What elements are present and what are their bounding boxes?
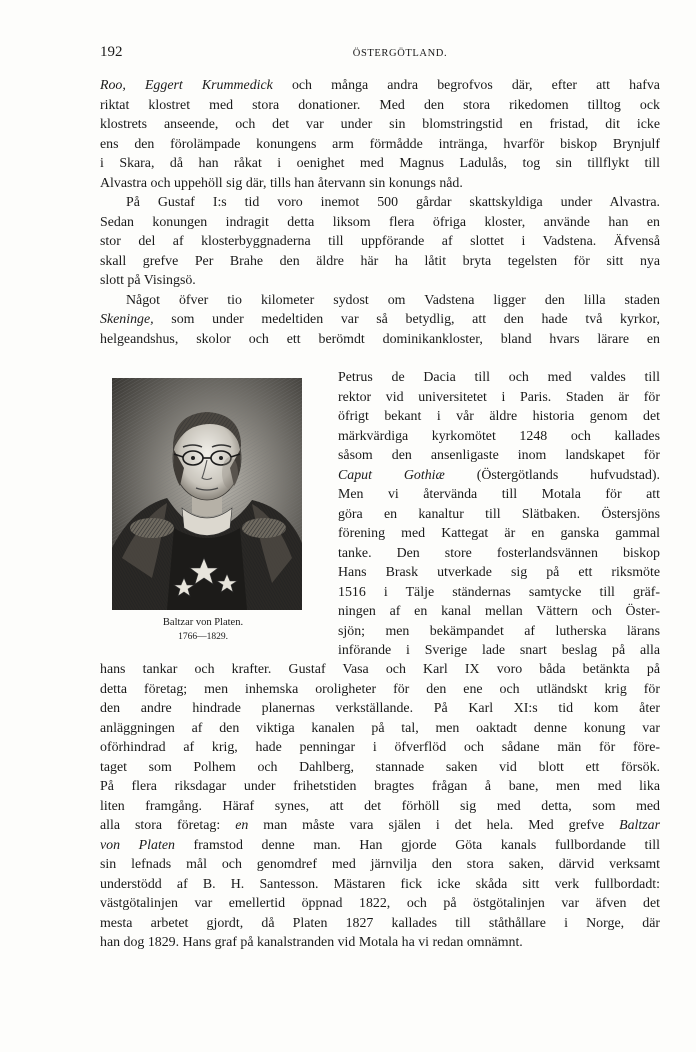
text-line [100,252,660,272]
text-run: västgötalinjen var emellertid öppnad 1822, och på östgötalinjen var äfven det [100,896,660,911]
text-run: oförhindrad af krig, hade penningar i öfverflöd och sådane män för före- [100,740,660,755]
text-run: och många andra begrofvos där, efter att hafva [272,78,660,93]
text-run: i Skara, då han råkat i oenighet med Magnus Ladulås, tog sin tillflykt till [100,156,660,171]
text-run: rektor vid universitetet i Paris. Staden är för [338,389,660,405]
text-line [100,330,660,350]
text-run: Sedan konungen indragit detta liksom flera öfriga kloster, använde han en [100,214,660,230]
text-line [100,193,660,213]
text-run: öfrigt bekant i vår äldre historia genom det [338,409,660,424]
italic-text: von Platen [100,837,175,853]
text-line [338,485,660,505]
text-run: hans tankar och krafter. Gustaf Vasa och Karl IX voro båda betänkta på [100,662,660,677]
text-line [100,310,660,330]
text-run: införande i Sverige lade snart beslag på alla [338,643,660,658]
text-run: göra en kanaltur till Slätbaken. Östersjöns [338,506,660,522]
text-line [100,291,660,311]
text-line [100,699,660,719]
text-line [100,933,660,953]
page-number: 192 [100,44,123,60]
text-run: han dog 1829. Hans graf på kanalstranden vid Motala ha vi redan omnämnt. [100,935,523,950]
text-line [100,894,660,914]
text-line [100,797,660,817]
text-run: ens den förolämpade konungens arm förmådde inträngа, hvarför biskop Brynjulf [100,136,660,152]
text-line [100,660,660,680]
text-run: (Östergötlands hufvudstad). [444,467,660,483]
text-line [100,232,660,252]
text-line [100,76,660,96]
text-line [100,680,660,700]
text-run: liten framgång. Häraf synes, att det förhöll sig med detta, som med [100,798,660,814]
text-run: man måste vara själen i det hela. Med grefve [248,818,620,833]
page-header [100,44,660,64]
text-run: framstod denne man. Han gjorde Göta kanals fullbordande till [174,837,660,853]
text-run: som under medeltiden var så betydlig, att den hade två kyrkor, [153,312,660,327]
text-line [100,836,660,856]
text-run: tanke. Den store fosterlandsvännen biskop [338,545,660,561]
paragraph-gustaf-vasa [100,193,660,291]
text-run: mesta arbetet gjordt, då Platen 1827 kallades till ståthållare i Norge, där [100,915,660,931]
text-line [100,816,660,836]
text-line [338,466,660,486]
text-line [100,914,660,934]
paragraph-alvastra-donations [100,76,660,193]
text-run: taget som Polhem och Dahlberg, stannade saken vid blott ett försök. [100,759,660,775]
text-run: Alvastra och uppehöll sig där, tills han återvann sin konungs nåd. [100,175,463,191]
italic-text: en [235,818,249,833]
text-line [100,875,660,895]
text-run: ningen af en kanal mellan Vättern och Öster- [338,604,660,619]
paragraph-skeninge [100,291,660,350]
text-line [100,855,660,875]
text-run: Hans Brask utverkade sig på ett riksmöte [338,565,660,580]
text-line [338,505,660,525]
text-line [100,271,660,291]
text-run: skall grefve Per Brahe den äldre här ha låtit bryta tegelsten för sitt nya [100,253,660,269]
text-run: förening med Kattegat är en ganska gammal [338,526,660,541]
text-run: sin lefnads mål och genomdref med järnvilja den stora saken, därvid verksamt [100,857,660,872]
text-run: stor del af klosterbyggnaderna till uppförande af slottet i Vadstena. Äfvenså [100,234,660,249]
top-paragraphs [100,76,660,349]
text-line [100,174,660,194]
text-run: understödd af B. H. Santesson. Mästaren fick icke skåda sitt verk fullbordadt: [100,876,660,892]
text-run: sjön; men bekämpandet af lutherska lärans [338,623,660,639]
text-run: Petrus de Dacia till och med valdes till [338,370,660,385]
text-run: 1516 i Tälje ständernas samtycke till gräf- [338,584,660,600]
text-run: slott på Visingsö. [100,273,196,288]
text-line [338,388,660,408]
running-head: ÖSTERGÖTLAND. [352,48,448,59]
text-line [338,641,660,661]
caption-name: Baltzar von Platen. [162,617,244,628]
portrait-engraving [112,378,302,610]
portrait-caption [112,616,308,644]
caption-years: 1766—1829. [178,632,228,642]
text-run: alla stora företag: [100,818,236,833]
text-line [100,758,660,778]
text-line [100,738,660,758]
text-line [338,563,660,583]
portrait-figure [112,378,308,644]
text-run: detta företag; men inhemska oroligheter för den ene och utländskt krig för [100,681,660,697]
text-line [100,115,660,135]
text-line [338,602,660,622]
text-line [100,96,660,116]
text-line [338,583,660,603]
italic-text: Caput Gothiæ [338,467,445,483]
text-run: Något öfver tio kilometer sydost om Vadstena ligger den lilla staden [126,292,660,308]
text-line [100,135,660,155]
wrapped-text-beside-portrait [338,368,660,661]
text-line [100,154,660,174]
text-run: Men vi återvända till Motala för att [338,487,660,502]
text-line [338,368,660,388]
text-run: klostrets anseende, och det var under sin blomstringstid en fristad, dit icke [100,117,660,132]
text-run: riktat klostret med stora donationer. Med den stora rikedomen tilltog ock [100,97,660,113]
text-line [100,777,660,797]
text-line [100,719,660,739]
text-run: märkvärdiga kyrkomötet 1248 och kallades [338,428,660,444]
text-line [338,622,660,642]
bottom-paragraph-canal [100,660,660,953]
text-run: anläggningen af den viktiga kanalen på tal, men oaktadt denne konung var [100,720,660,736]
italic-text: Skeninge, [100,312,154,327]
italic-text: Baltzar [619,818,660,833]
text-line [338,427,660,447]
text-line [338,544,660,564]
italic-text: Roo, Eggert Krummedick [100,78,273,93]
text-run: den andre hindrade planernas verkställande. På Karl XI:s tid kom åter [100,701,660,716]
text-run: På Gustaf I:s tid voro inemot 500 gårdar skattskyldiga under Alvastra. [126,195,660,210]
text-line [338,407,660,427]
text-run: såsom den ansenligaste inom landskapet för [338,448,660,463]
text-run: På flera riksdagar under frihetstiden bragtes frågan å bane, men med lika [100,779,660,794]
text-line [338,446,660,466]
text-line [338,524,660,544]
text-line [100,213,660,233]
text-run: helgeandshus, skolor och ett berömdt dominikankloster, bland hvars lärare en [100,331,660,347]
